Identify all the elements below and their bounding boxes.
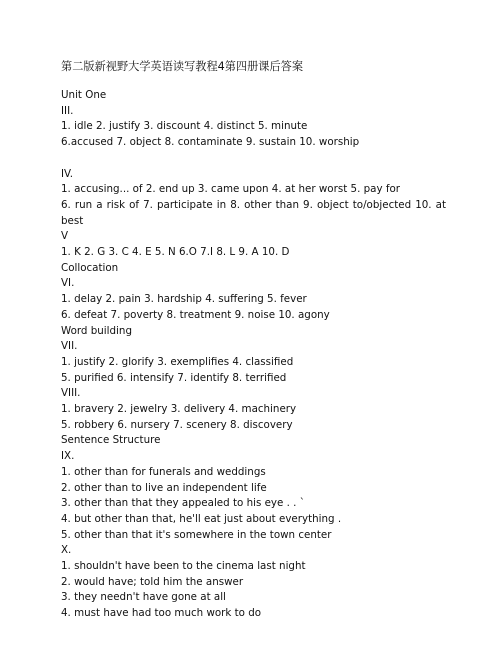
- answer-line: 1. accusing... of 2. end up 3. came upon 4. at her worst 5. pay for: [61, 183, 400, 196]
- answer-line: 2. would have; told him the answer: [61, 575, 244, 588]
- section-heading-iv: IV.: [61, 167, 74, 180]
- answer-line: 5. robbery 6. nursery 7. scenery 8. discovery: [61, 418, 293, 431]
- answer-line: 1. justify 2. glorify 3. exemplifies 4. classified: [61, 355, 294, 368]
- document-title: 第二版新视野大学英语读写教程4第四册课后答案: [61, 60, 304, 73]
- answer-line: 1. delay 2. pain 3. hardship 4. suffering 5. fever: [61, 293, 307, 306]
- section-heading-v: V: [61, 230, 69, 243]
- section-heading-x: X.: [61, 544, 72, 557]
- subheading-word-building: Word building: [61, 324, 132, 337]
- answer-line: 4. but other than that, he'll eat just about everything .: [61, 512, 342, 525]
- subheading-collocation: Collocation: [61, 261, 119, 274]
- section-heading-iii: III.: [61, 104, 74, 117]
- answer-line: 5. purified 6. intensify 7. identify 8. terrified: [61, 371, 287, 384]
- unit-heading: Unit One: [61, 89, 107, 101]
- answer-line-wrapped: 6. run a risk of 7. participate in 8. other than 9. object to/objected 10. at best: [61, 198, 446, 227]
- answer-line: 1. other than for funerals and weddings: [61, 465, 266, 478]
- answer-line: 6.accused 7. object 8. contaminate 9. sustain 10. worship: [61, 136, 360, 149]
- section-heading-ix: IX.: [61, 450, 75, 463]
- answer-line: 1. shouldn't have been to the cinema last night: [61, 560, 306, 573]
- blank-line: [61, 151, 446, 167]
- answer-line: 6. defeat 7. poverty 8. treatment 9. noise 10. agony: [61, 308, 330, 321]
- answer-line: 5. other than that it's somewhere in the town center: [61, 528, 332, 541]
- answer-line: 1. idle 2. justify 3. discount 4. distinct 5. minute: [61, 120, 308, 133]
- answer-line: 4. must have had too much work to do: [61, 607, 262, 620]
- answer-line: 2. other than to live an independent life: [61, 481, 267, 494]
- subheading-sentence-structure: Sentence Structure: [61, 434, 161, 447]
- section-heading-vii: VII.: [61, 340, 78, 353]
- answer-line: 3. they needn't have gone at all: [61, 591, 226, 604]
- section-heading-vi: VI.: [61, 277, 75, 290]
- answer-line: 1. bravery 2. jewelry 3. delivery 4. machinery: [61, 403, 297, 416]
- answer-line: 3. other than that they appealed to his eye . . `: [61, 497, 305, 510]
- answer-line: 1. K 2. G 3. C 4. E 5. N 6.O 7.I 8. L 9. A 10. D: [61, 246, 290, 259]
- section-heading-viii: VIII.: [61, 387, 81, 400]
